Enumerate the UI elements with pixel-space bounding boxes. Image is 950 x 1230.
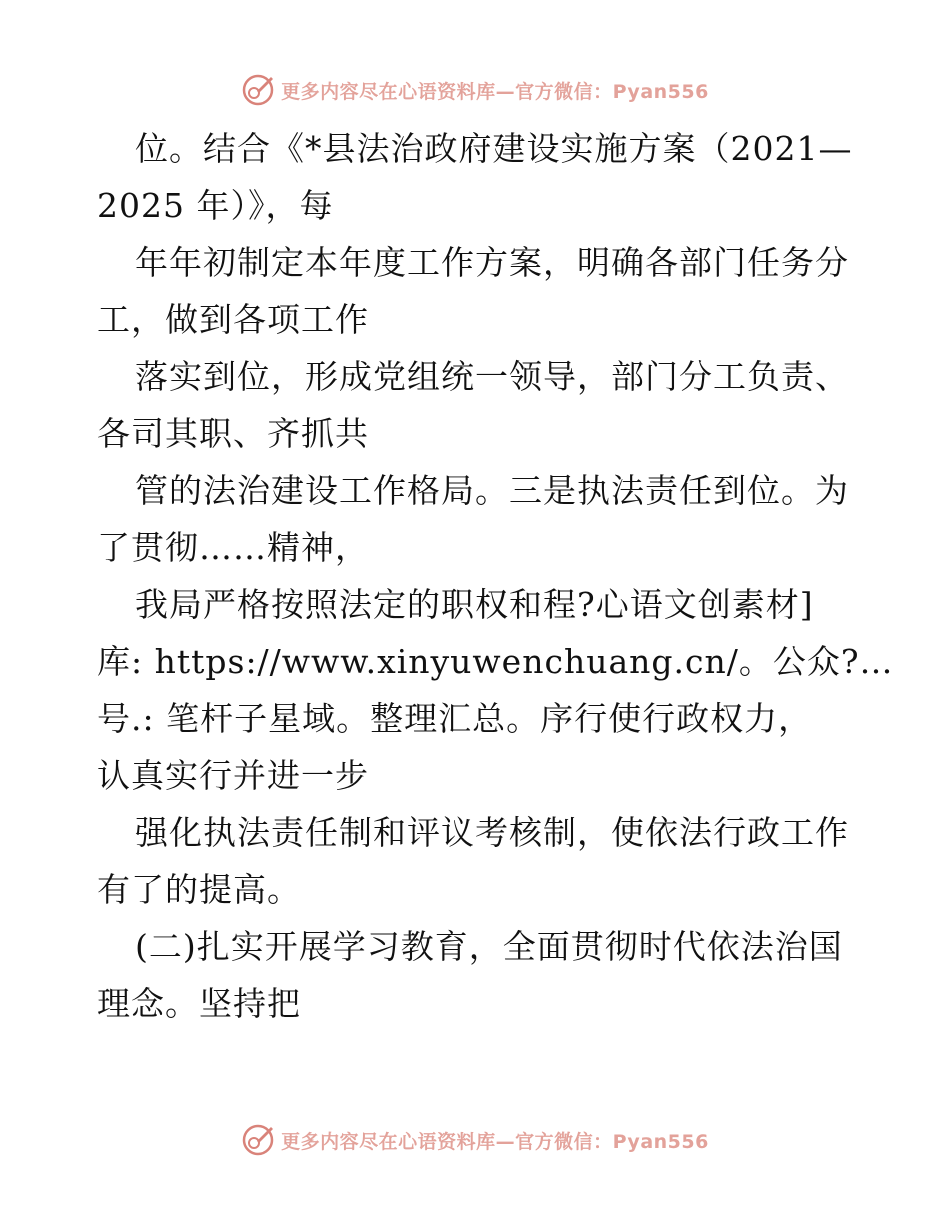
text-line: 有了的提高。 — [97, 870, 301, 909]
text-line: 强化执法责任制和评议考核制，使依法行政工作 — [135, 813, 849, 852]
footer-watermark — [0, 1120, 950, 1160]
watermark-text: 更多内容尽在心语资料库—官方微信：Pyan556 — [281, 80, 709, 103]
header-watermark — [0, 70, 950, 110]
pen-circle-logo-icon — [241, 73, 275, 107]
pen-circle-logo-icon — [241, 1123, 275, 1157]
text-line: 认真实行并进一步 — [97, 756, 369, 795]
text-line: 管的法治建设工作格局。三是执法责任到位。为 — [135, 471, 849, 510]
watermark-text: 更多内容尽在心语资料库—官方微信：Pyan556 — [281, 1130, 709, 1153]
text-line: 了贯彻……精神， — [97, 528, 369, 567]
text-line: 落实到位，形成党组统一领导，部门分工负责、 — [135, 357, 849, 396]
text-line: (二)扎实开展学习教育，全面贯彻时代依法治国 — [135, 927, 843, 966]
text-line: 位。结合《*县法治政府建设实施方案（2021— — [135, 129, 853, 168]
text-line: 我局严格按照法定的职权和程?心语文创素材] — [135, 585, 814, 624]
text-line: 工，做到各项工作 — [97, 300, 369, 339]
text-line: 各司其职、齐抓共 — [97, 414, 369, 453]
text-line: 2025 年）》，每 — [97, 186, 334, 225]
text-line: 号.: 笔杆子星域。整理汇总。序行使行政权力， — [97, 699, 813, 738]
text-line: 年年初制定本年度工作方案，明确各部门任务分 — [135, 243, 849, 282]
text-line: 库: https://www.xinyuwenchuang.cn/。公众?… — [97, 642, 894, 681]
text-line: 理念。坚持把 — [97, 984, 301, 1023]
document-body — [97, 120, 894, 1032]
